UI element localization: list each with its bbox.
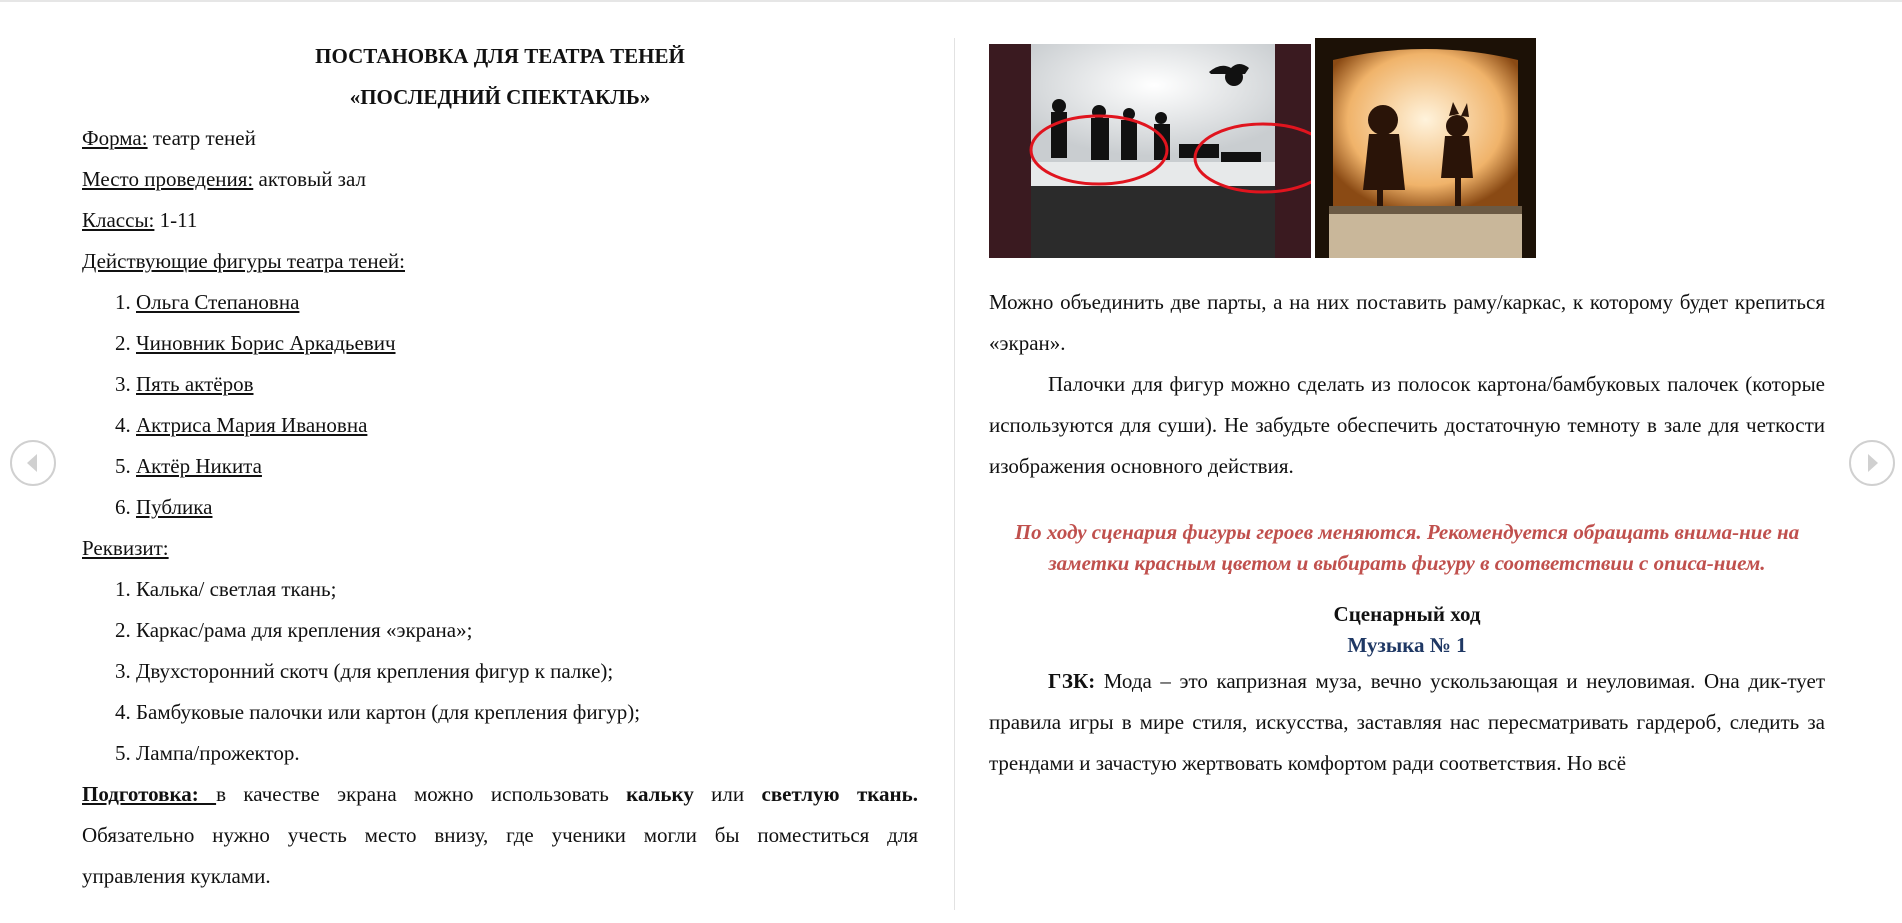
props-list bbox=[82, 569, 918, 774]
list-item: 2. Каркас/рама для крепления «экрана»; bbox=[136, 610, 918, 651]
previous-page-button[interactable] bbox=[10, 440, 56, 486]
list-item: 1. Калька/ светлая ткань; bbox=[136, 569, 918, 610]
props-heading: Реквизит: bbox=[82, 536, 169, 560]
venue-label: Место проведения: bbox=[82, 167, 254, 191]
list-item: 4. Бамбуковые палочки или картон (для крепления фигур); bbox=[136, 692, 918, 733]
list-item[interactable] bbox=[136, 487, 918, 528]
list-item[interactable] bbox=[136, 446, 918, 487]
preparation-line-1 bbox=[82, 774, 918, 815]
preparation-line-3: управления куклами. bbox=[82, 864, 271, 888]
left-page bbox=[82, 36, 918, 897]
preparation-line-2: Обязательно нужно учесть место внизу, где ученики могли бы поместиться для bbox=[82, 823, 918, 847]
title-line-2: «ПОСЛЕДНИЙ СПЕКТАКЛЬ» bbox=[349, 85, 651, 109]
figure-link[interactable]: Чиновник Борис Аркадьевич bbox=[136, 331, 396, 355]
preparation-text: в качестве экрана можно использовать bbox=[216, 782, 627, 806]
page-divider bbox=[954, 38, 955, 910]
classes-value: 1-11 bbox=[154, 208, 198, 232]
title-line-1: ПОСТАНОВКА ДЛЯ ТЕАТРА ТЕНЕЙ bbox=[315, 44, 685, 68]
figure-link[interactable]: Пять актёров bbox=[136, 372, 254, 396]
preparation-bold-1: кальку bbox=[626, 782, 694, 806]
gzk-speech bbox=[989, 661, 1825, 784]
form-label: Форма: bbox=[82, 126, 148, 150]
venue-value: актовый зал bbox=[253, 167, 366, 191]
list-item[interactable] bbox=[136, 364, 918, 405]
chevron-left-icon bbox=[12, 442, 54, 484]
music-heading: Музыка № 1 bbox=[1347, 633, 1467, 657]
figures-heading: Действующие фигуры театра теней: bbox=[82, 249, 405, 273]
scenario-heading: Сценарный ход bbox=[1333, 602, 1481, 626]
preparation-text-2: или bbox=[693, 782, 762, 806]
figure-link[interactable]: Актёр Никита bbox=[136, 454, 262, 478]
form-row bbox=[82, 118, 918, 159]
figures-list bbox=[82, 282, 918, 528]
photos-row bbox=[989, 38, 1825, 260]
right-page bbox=[989, 38, 1825, 784]
red-note: По ходу сценария фигуры героев меняются. Рекомендуется обращать внима-ние на заметки красным цветом и выбирать фигуру в соответствии с описа-нием. bbox=[1014, 520, 1800, 575]
figure-link[interactable]: Публика bbox=[136, 495, 213, 519]
shadow-theatre-photo bbox=[989, 44, 1311, 258]
classes-row bbox=[82, 200, 918, 241]
figure-link[interactable]: Ольга Степановна bbox=[136, 290, 300, 314]
preparation-bold-2: светлую ткань. bbox=[761, 782, 919, 806]
next-page-button[interactable] bbox=[1849, 440, 1895, 486]
paragraph-sticks: Палочки для фигур можно сделать из полосок картона/бамбуковых палочек (которые используются для суши). Не забудьте обеспечить достаточную темноту в зале для четкости изображения основного действия. bbox=[989, 372, 1825, 478]
preparation-label: Подготовка: bbox=[82, 782, 217, 806]
list-item[interactable] bbox=[136, 405, 918, 446]
chevron-right-icon bbox=[1851, 442, 1893, 484]
puppet-theatre-photo bbox=[1315, 38, 1536, 258]
list-item[interactable] bbox=[136, 282, 918, 323]
figure-link[interactable]: Актриса Мария Ивановна bbox=[136, 413, 368, 437]
list-item: 3. Двухсторонний скотч (для крепления фигур к палке); bbox=[136, 651, 918, 692]
venue-row bbox=[82, 159, 918, 200]
speech-text: Мода – это капризная муза, вечно ускользающая и неуловимая. Она дик-тует правила игры в мире стиля, искусства, заставляя нас пересматривать гардероб, следить за трендами и зачастую жертвовать комфортом ради соответствия. Но всё bbox=[989, 669, 1825, 775]
classes-label: Классы: bbox=[82, 208, 155, 232]
speaker-label: ГЗК: bbox=[1048, 669, 1096, 693]
list-item: 5. Лампа/прожектор. bbox=[136, 733, 918, 774]
form-value: театр теней bbox=[147, 126, 256, 150]
paragraph-frame: Можно объединить две парты, а на них поставить раму/каркас, к которому будет крепиться «экран». bbox=[989, 290, 1825, 355]
list-item[interactable] bbox=[136, 323, 918, 364]
